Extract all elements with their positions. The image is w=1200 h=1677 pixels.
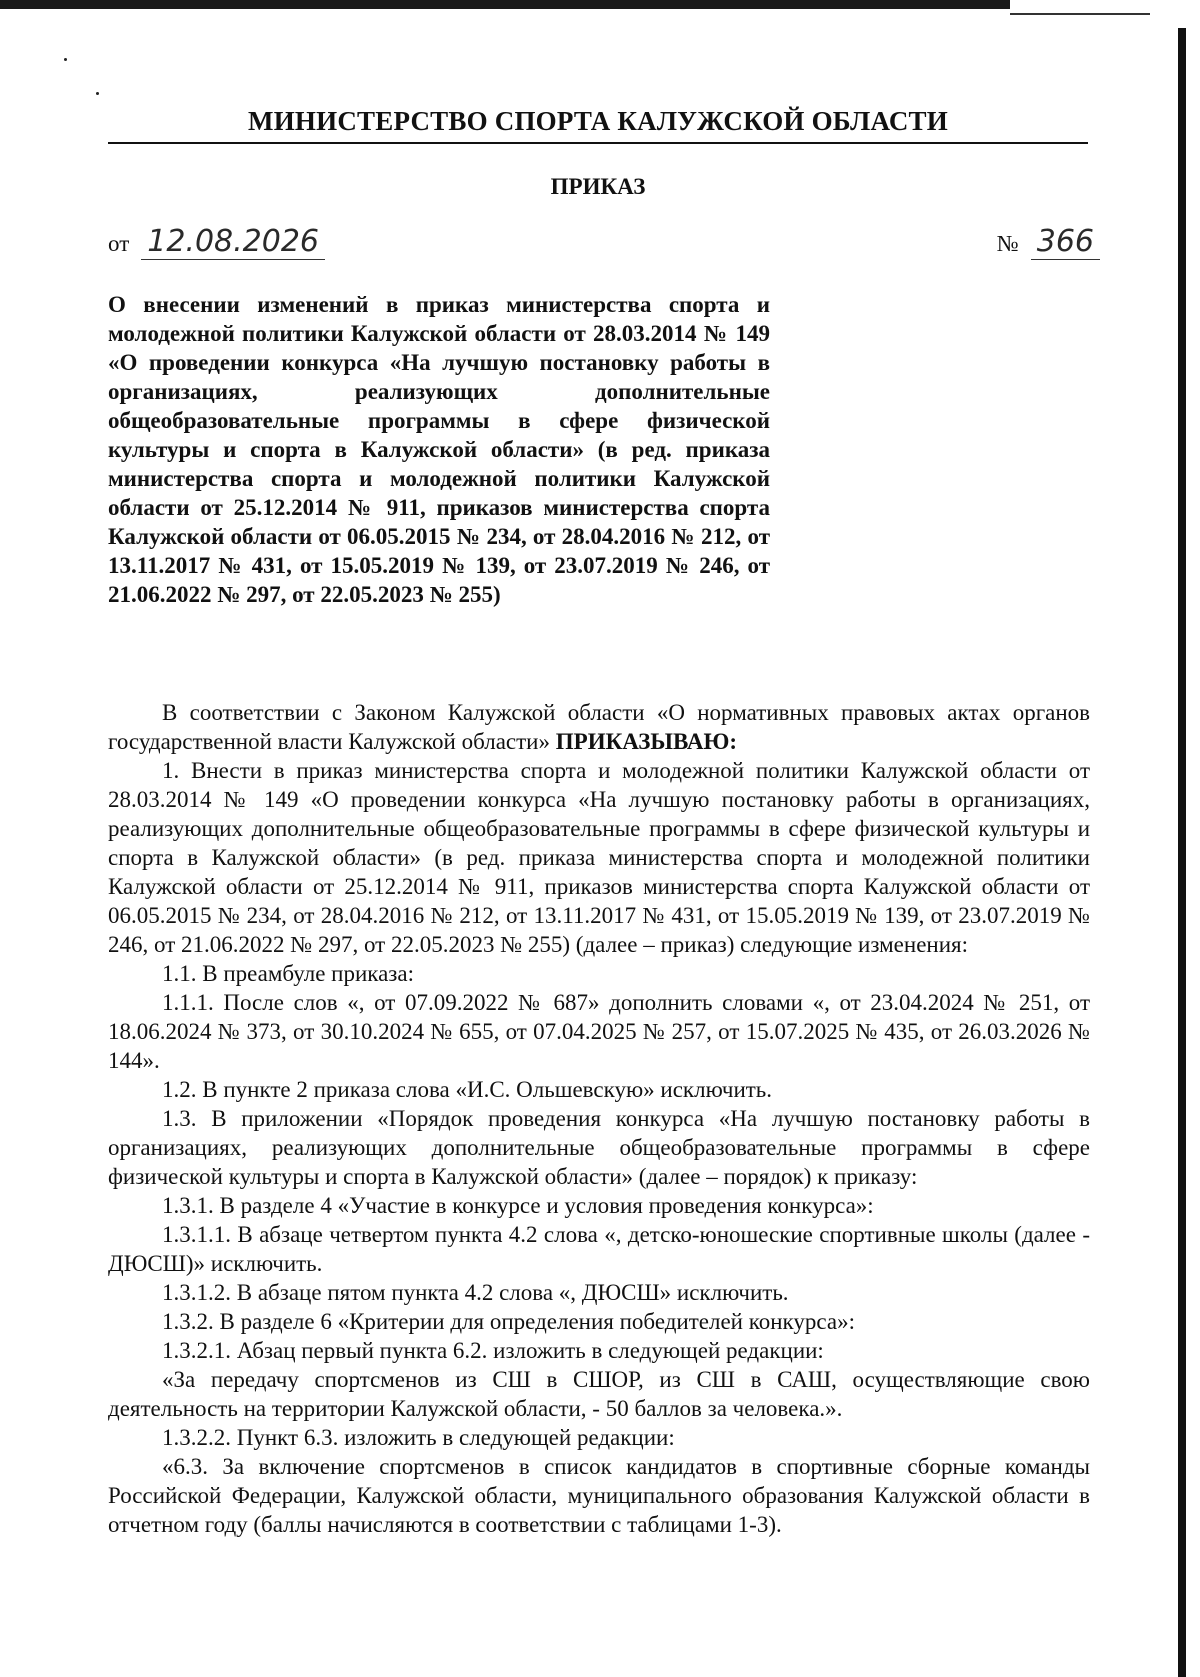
date-line [108,224,325,259]
handwritten-number: 366 [1031,224,1100,260]
body-paragraph: 1.3.2.2. Пункт 6.3. изложить в следующей редакции: [162,1425,675,1450]
intro-text: В соответствии с Законом Калужской области «О нормативных правовых актах органов государственной власти Калужской области» [108,700,1090,754]
number-line [997,224,1100,259]
scan-edge-top [0,0,1010,9]
order-keyword: ПРИКАЗЫВАЮ: [555,729,738,754]
number-prefix: № [996,231,1019,256]
date-prefix: от [108,231,130,256]
body-paragraph: «За передачу спортсменов из СШ в СШОР, из СШ в САШ, осуществляющие свою деятельность на территории Калужской области, - 50 баллов за человека.». [108,1367,1090,1421]
scan-speck [96,92,99,95]
handwritten-date: 12.08.2026 [141,224,325,260]
body-paragraph: 1.3. В приложении «Порядок проведения конкурса «На лучшую постановку работы в организациях, реализующих дополнительные общеобразовательные программы в сфере физической культуры и спорта в Калужской области» (далее – порядок) к приказу: [108,1106,1090,1189]
scan-speck [64,58,67,61]
document-subject: О внесении изменений в приказ министерства спорта и молодежной политики Калужской области от 28.03.2014 № 149 «О проведении конкурса «На лучшую постановку работы в организациях, реализующих дополнительные общеобразовательные программы в сфере физической культуры и спорта в Калужской области» (в ред. приказа министерства спорта и молодежной политики Калужской области от 25.12.2014 № 911, приказов министерства спорта Калужской области от 06.05.2015 № 234, от 28.04.2016 № 212, от 13.11.2017 № 431, от 15.05.2019 № 139, от 23.07.2019 № 246, от 21.06.2022 № 297, от 22.05.2023 № 255) [108,292,770,607]
body-paragraph: 1.3.2. В разделе 6 «Критерии для определения победителей конкурса»: [162,1309,855,1334]
document-type-title: ПРИКАЗ [550,174,646,199]
body-paragraph: 1.3.2.1. Абзац первый пункта 6.2. изложить в следующей редакции: [162,1338,824,1363]
heading-rule [108,142,1088,144]
body-paragraph: 1.2. В пункте 2 приказа слова «И.С. Ольшевскую» исключить. [162,1077,773,1102]
body-paragraph: 1. Внести в приказ министерства спорта и молодежной политики Калужской области от 28.03.2014 № 149 «О проведении конкурса «На лучшую постановку работы в организациях, реализующих дополнительные общеобразовательные программы в сфере физической культуры и спорта в Калужской области» (в ред. приказа министерства спорта и молодежной политики Калужской области от 25.12.2014 № 911, приказов министерства спорта Калужской области от 06.05.2015 № 234, от 28.04.2016 № 212, от 13.11.2017 № 431, от 15.05.2019 № 139, от 23.07.2019 № 246, от 21.06.2022 № 297, от 22.05.2023 № 255) (далее – приказ) следующие изменения: [108,758,1090,957]
body-paragraph: 1.1.1. После слов «, от 07.09.2022 № 687» дополнить словами «, от 23.04.2024 № 251, от 18.06.2024 № 373, от 30.10.2024 № 655, от 07.04.2025 № 257, от 15.07.2025 № 435, от 26.03.2026 № 144». [108,990,1090,1073]
document-body [108,698,1090,1539]
ministry-heading: МИНИСТЕРСТВО СПОРТА КАЛУЖСКОЙ ОБЛАСТИ [248,106,948,136]
scan-edge-right [1178,28,1186,1677]
body-paragraph: 1.3.1. В разделе 4 «Участие в конкурсе и условия проведения конкурса»: [162,1193,874,1218]
body-paragraph: 1.3.1.2. В абзаце пятом пункта 4.2 слова «, ДЮСШ» исключить. [162,1280,789,1305]
body-paragraph: 1.3.1.1. В абзаце четвертом пункта 4.2 слова «, детско-юношеские спортивные школы (далее - ДЮСШ)» исключить. [108,1222,1090,1276]
intro-paragraph [108,698,1090,756]
scan-edge-top-tail [1010,13,1150,15]
body-paragraph: 1.1. В преамбуле приказа: [162,961,414,986]
body-paragraph: «6.3. За включение спортсменов в список кандидатов в спортивные сборные команды Российской Федерации, Калужской области, муниципального образования Калужской области в отчетном году (баллы начисляются в соответствии с таблицами 1-3). [108,1454,1090,1537]
